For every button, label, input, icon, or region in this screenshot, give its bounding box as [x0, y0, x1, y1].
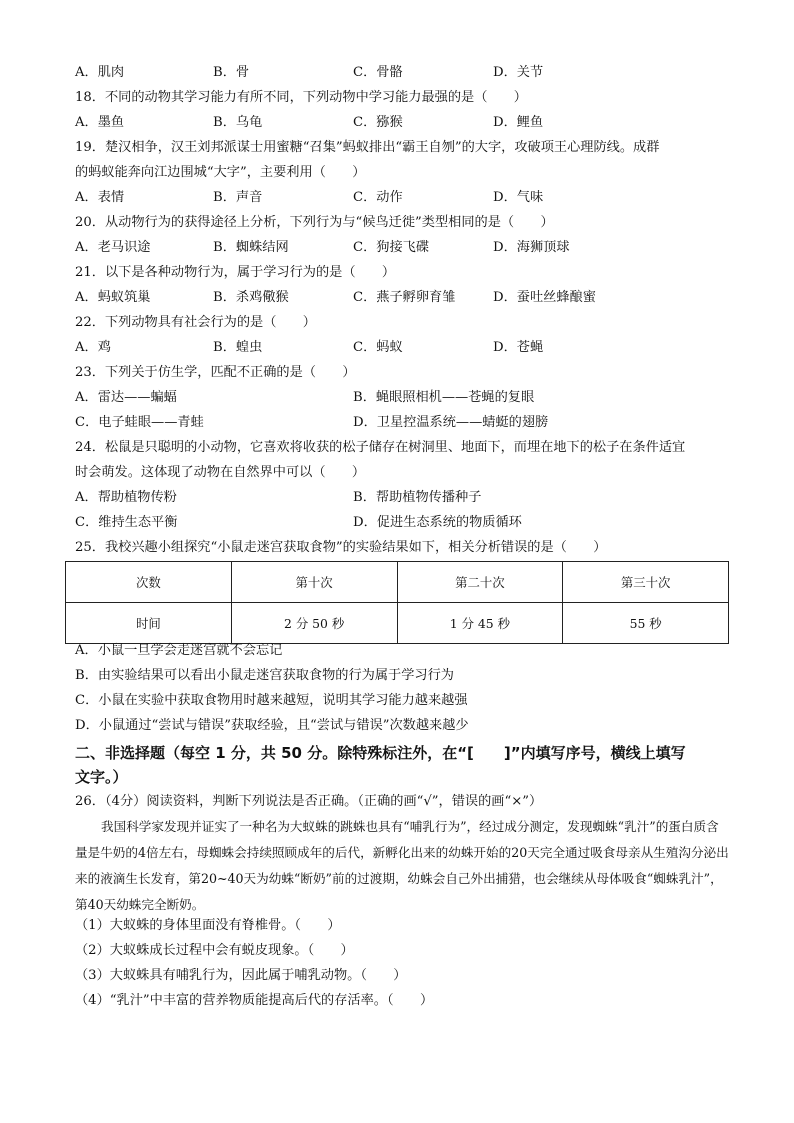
table-cell: 2 分 50 秒 [231, 603, 397, 644]
q21-stem: 21．以下是各种动物行为，属于学习行为的是（ ） [75, 265, 396, 280]
q24-stem-line2: 时会萌发。这体现了动物在自然界中可以（ ） [75, 465, 366, 480]
q17-option-c: C．骨骼 [353, 65, 403, 80]
q18-option-c: C．猕猴 [353, 115, 403, 130]
q19-stem-line1: 19．楚汉相争，汉王刘邦派谋士用蜜糖“召集”蚂蚁排出“霸王自刎”的大字，攻破项王心理防线。成群 [75, 140, 660, 155]
q19-option-d: D．气味 [493, 190, 544, 205]
table-cell: 时间 [66, 603, 232, 644]
q24-option-b: B．帮助植物传播种子 [353, 490, 482, 505]
q25-option-c: C．小鼠在实验中获取食物用时越来越短，说明其学习能力越来越强 [75, 693, 468, 708]
results-table [65, 561, 729, 644]
q17-option-a: A．肌肉 [75, 65, 125, 80]
q19-option-c: C．动作 [353, 190, 403, 205]
q20-option-d: D．海狮顶球 [493, 240, 570, 255]
q23-option-c: C．电子蛙眼——青蛙 [75, 415, 204, 430]
q24-stem-line1: 24．松鼠是只聪明的小动物，它喜欢将收获的松子储存在树洞里、地面下，而埋在地下的松子在条件适宜 [75, 440, 686, 455]
q19-option-b: B．声音 [213, 190, 263, 205]
q21-option-a: A．蚂蚁筑巢 [75, 290, 151, 305]
table-row [66, 603, 729, 644]
q20-option-a: A．老马识途 [75, 240, 151, 255]
q24-option-c: C．维持生态平衡 [75, 515, 178, 530]
section2-title-line2: 文字。） [75, 768, 128, 786]
q20-option-c: C．狗接飞碟 [353, 240, 430, 255]
q19-stem-line2: 的蚂蚁能奔向江边围城“大字”，主要利用（ ） [75, 165, 366, 180]
q18-option-a: A．墨鱼 [75, 115, 125, 130]
q26-stem: 26．（4分）阅读资料，判断下列说法是否正确。（正确的画“√”，错误的画“×”） [75, 794, 543, 809]
table-cell: 次数 [66, 562, 232, 603]
q23-option-b: B．蝇眼照相机——苍蝇的复眼 [353, 390, 535, 405]
table-cell: 第十次 [231, 562, 397, 603]
q22-option-a: A．鸡 [75, 340, 111, 355]
table-header-row [66, 562, 729, 603]
q26-item-3: （3）大蚁蛛具有哺乳行为，因此属于哺乳动物。（ ） [75, 968, 407, 983]
q25-stem: 25．我校兴趣小组探究“小鼠走迷宫获取食物”的实验结果如下，相关分析错误的是（ ） [75, 540, 607, 555]
q26-item-2: （2）大蚁蛛成长过程中会有蜕皮现象。（ ） [75, 943, 354, 958]
q25-option-a: A．小鼠一旦学会走迷宫就不会忘记 [75, 643, 283, 658]
q22-option-b: B．蝗虫 [213, 340, 263, 355]
q17-option-b: B．骨 [213, 65, 250, 80]
table-cell: 第二十次 [397, 562, 563, 603]
q25-option-b: B．由实验结果可以看出小鼠走迷宫获取食物的行为属于学习行为 [75, 668, 454, 683]
q24-option-d: D．促进生态系统的物质循环 [353, 515, 522, 530]
q18-option-b: B．乌龟 [213, 115, 263, 130]
q26-item-1: （1）大蚁蛛的身体里面没有脊椎骨。（ ） [75, 918, 341, 933]
q20-stem: 20．从动物行为的获得途径上分析，下列行为与“候鸟迁徙”类型相同的是（ ） [75, 215, 554, 230]
section2-title-line1: 二、非选择题（每空 1 分，共 50 分。除特殊标注外，在“[ ]”内填写序号，横线上填写 [75, 744, 686, 762]
q18-option-d: D．鲤鱼 [493, 115, 544, 130]
q26-passage: 我国科学家发现并证实了一种名为大蚁蛛的跳蛛也具有“哺乳行为”，经过成分测定，发现蜘蛛“乳汁”的蛋白质含量是牛奶的4倍左右，母蜘蛛会持续照顾成年的后代，新孵化出来的幼蛛开始的20天完全通过吸食母亲从生殖沟分泌出来的液滴生长发育，第20~40天为幼蛛“断奶”前的过渡期，幼蛛会自己外出捕猎，也会继续从母体吸食“蜘蛛乳汁”，第40天幼蛛完全断奶。 [75, 819, 729, 912]
q22-option-d: D．苍蝇 [493, 340, 544, 355]
q23-option-d: D．卫星控温系统——蜻蜓的翅膀 [353, 415, 549, 430]
q18-stem: 18．不同的动物其学习能力有所不同，下列动物中学习能力最强的是（ ） [75, 90, 527, 105]
q25-option-d: D．小鼠通过“尝试与错误”获取经验，且“尝试与错误”次数越来越少 [75, 718, 469, 733]
q20-option-b: B．蜘蛛结网 [213, 240, 289, 255]
q17-option-d: D．关节 [493, 65, 544, 80]
q23-stem: 23．下列关于仿生学，匹配不正确的是（ ） [75, 365, 356, 380]
q19-option-a: A．表情 [75, 190, 125, 205]
q21-option-c: C．燕子孵卵育雏 [353, 290, 456, 305]
q22-option-c: C．蚂蚁 [353, 340, 403, 355]
q26-item-4: （4）“乳汁”中丰富的营养物质能提高后代的存活率。（ ） [75, 993, 434, 1008]
q22-stem: 22．下列动物具有社会行为的是（ ） [75, 315, 316, 330]
q21-option-d: D．蚕吐丝蜂酿蜜 [493, 290, 596, 305]
table-cell: 1 分 45 秒 [397, 603, 563, 644]
q21-option-b: B．杀鸡儆猴 [213, 290, 289, 305]
q24-option-a: A．帮助植物传粉 [75, 490, 177, 505]
table-cell: 第三十次 [563, 562, 729, 603]
q23-option-a: A．雷达——蝙蝠 [75, 390, 177, 405]
table-cell: 55 秒 [563, 603, 729, 644]
